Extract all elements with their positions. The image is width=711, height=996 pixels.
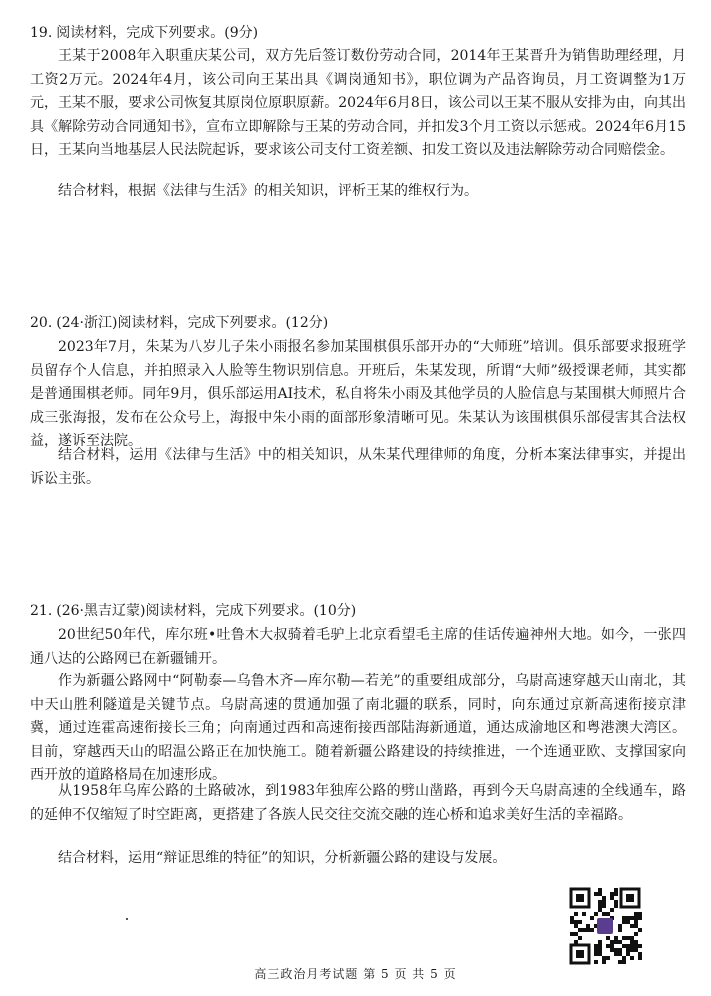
- page-footer: 高三政治月考试题 第 5 页 共 5 页: [254, 967, 457, 981]
- question-19-instruction: 阅读材料，完成下列要求。(9分): [56, 25, 259, 41]
- question-21-task: 结合材料，运用“辩证思维的特征”的知识，分析新疆公路的建设与发展。: [58, 850, 507, 866]
- question-20-heading: [30, 312, 686, 336]
- question-21-material-paragraph-2: 作为新疆公路网中“阿勒泰—乌鲁木齐—库尔勒—若羌”的重要组成部分，乌尉高速穿越天山南北，其中天山胜利隧道是关键节点。乌尉高速的贯通加强了南北疆的联系，同时，向东通过京新高速衔接京津冀，通过连霍高速衔接长三角；向南通过西和高速衔接西部陆海新通道，通达成渝地区和粤港澳大湾区。目前，穿越西天山的昭温公路正在加快施工。随着新疆公路建设的持续推进，一个连通亚欧、支撑国家向西开放的道路格局在加速形成。: [30, 673, 686, 783]
- question-21-number: 21.: [30, 603, 53, 619]
- question-19-task: 结合材料，根据《法律与生活》的相关知识，评析王某的维权行为。: [58, 183, 478, 199]
- question-19-material: 王某于2008年入职重庆某公司，双方先后签订数份劳动合同，2014年王某晋升为销售助理经理，月工资2万元。2024年4月，该公司向王某出具《调岗通知书》，职位调为产品咨询员，月工资调整为1万元，王某不服，要求公司恢复其原岗位原职原薪。2024年6月8日，该公司以王某不服从安排为由，向其出具《解除劳动合同通知书》，宣布立即解除与王某的劳动合同，并扣发3个月工资以示惩戒。2024年6月15日，王某向当地基层人民法院起诉，要求该公司支付工资差额、扣发工资以及违法解除劳动合同赔偿金。: [30, 48, 686, 158]
- question-21-material-paragraph-3: 从1958年乌库公路的土路破冰，到1983年独库公路的劈山凿路，再到今天乌尉高速的全线通车，路的延伸不仅缩短了时空距离，更搭建了各族人民交往交流交融的连心桥和追求美好生活的幸福路。: [30, 783, 686, 823]
- qr-code-icon: [568, 886, 642, 966]
- question-20-number: 20.: [30, 315, 53, 331]
- question-19-number: 19.: [30, 25, 53, 41]
- question-20-material: 2023年7月，朱某为八岁儿子朱小雨报名参加某围棋俱乐部开办的“大师班”培训。俱乐部要求报班学员留存个人信息，并拍照录入人脸等生物识别信息。开班后，朱某发现，所谓“大师”级授课老师，其实都是普通围棋老师。同年9月，俱乐部运用AI技术，私自将朱小雨及其他学员的人脸信息与某围棋大师照片合成三张海报，发布在公众号上，海报中朱小雨的面部形象清晰可见。朱某认为该围棋俱乐部侵害其合法权益，遂诉至法院。: [30, 339, 686, 449]
- question-20-instruction: (24·浙江)阅读材料，完成下列要求。(12分): [56, 315, 329, 331]
- question-19-heading: [30, 22, 686, 46]
- question-20-task: 结合材料，运用《法律与生活》中的相关知识，从朱某代理律师的角度，分析本案法律事实，并提出诉讼主张。: [30, 447, 686, 487]
- question-21-material-paragraph-1: 20世纪50年代，库尔班•吐鲁木大叔骑着毛驴上北京看望毛主席的佳话传遍神州大地。如今，一张四通八达的公路网已在新疆铺开。: [30, 627, 686, 667]
- stray-dot: [126, 918, 128, 920]
- question-21-instruction: (26·黑吉辽蒙)阅读材料，完成下列要求。(10分): [56, 603, 357, 619]
- question-21-heading: [30, 600, 686, 624]
